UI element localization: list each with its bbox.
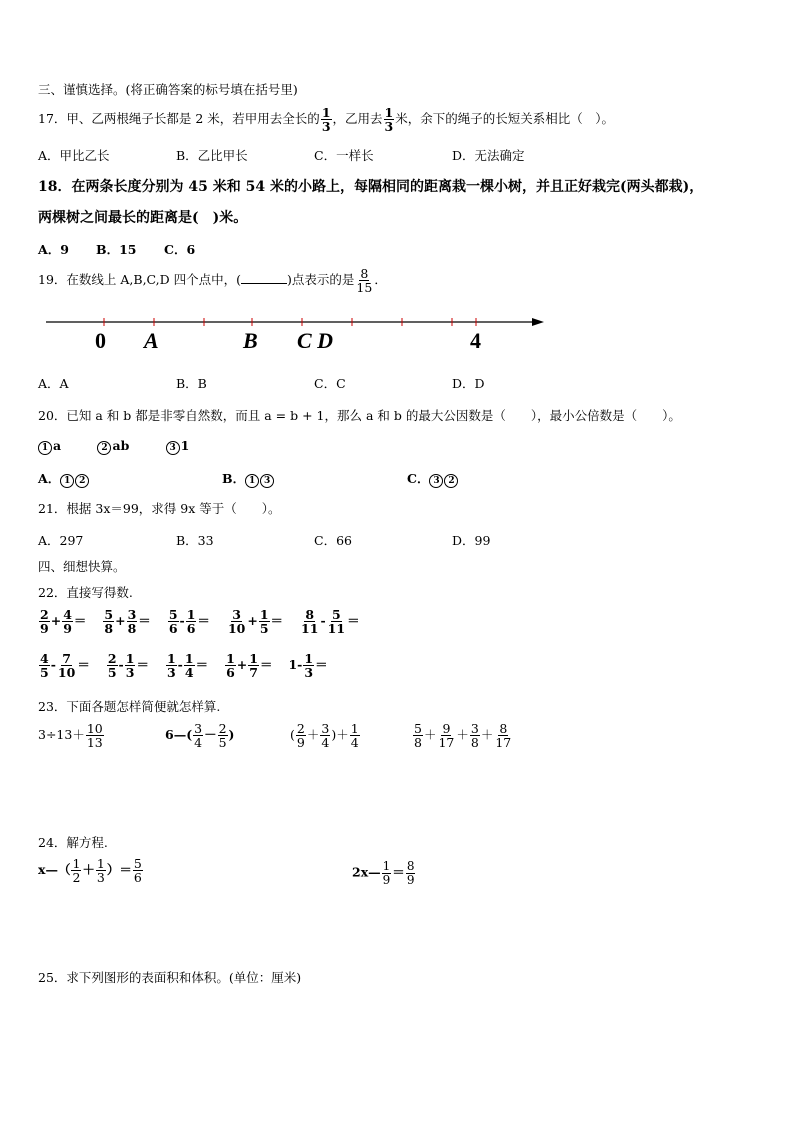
q17-option-c[interactable]: C．一样长	[314, 148, 374, 163]
q24-equation-1: x—（ $\frac{1}{2}$ ＋ $\frac{1}{3}$ ）＝ $\frac{5}{6}$	[38, 856, 142, 886]
q21-option-a[interactable]: A．297	[38, 533, 84, 548]
q22-item: $\frac{3}{10}$ + $\frac{1}{5}$ ＝	[227, 607, 284, 637]
q19-blank[interactable]	[241, 273, 287, 284]
q19-prefix: 19．在数线上 A,B,C,D 四个点中，(	[38, 272, 242, 288]
q21-option-b[interactable]: B．33	[176, 533, 214, 548]
q17-frac1: $\frac{1}{3}$	[321, 105, 331, 135]
q22-title: 22．直接写得数.	[38, 585, 133, 600]
q20-choice-3: 3 1	[166, 438, 190, 455]
number-line-label-0: 0	[95, 328, 106, 353]
fraction-b: $\frac{3}{8}$	[127, 607, 137, 637]
q23-expr-4: $\frac{5}{8}$ ＋ $\frac{9}{17}$ ＋ $\frac{3}{8}$ ＋ $\frac{8}{17}$	[414, 721, 512, 751]
q22-item: $\frac{5}{8}$ + $\frac{3}{8}$ ＝	[104, 607, 151, 637]
q17-option-d[interactable]: D．无法确定	[452, 148, 525, 163]
q25-stem: 25．求下列图形的表面积和体积。(单位：厘米)	[38, 970, 302, 985]
q17-stem	[38, 106, 614, 133]
q22-item: $\frac{2}{9}$ + $\frac{4}{9}$ ＝	[40, 607, 87, 637]
section4-heading: 四、细想快算。	[38, 559, 126, 574]
q17-prefix: 17．甲、乙两根绳子长都是 2 米，若甲用去全长的	[38, 111, 320, 127]
fraction-a: $\frac{2}{9}$	[40, 607, 49, 637]
q19-fraction: $\frac{8}{15}$	[356, 266, 373, 296]
q19-option-c[interactable]: C．C	[314, 376, 346, 391]
q24-equation-2: 2x— $\frac{1}{9}$ ＝ $\frac{8}{9}$	[352, 859, 415, 887]
fraction-b: $\frac{5}{11}$	[327, 607, 346, 637]
q21-stem: 21．根据 3x＝99，求得 9x 等于（ ）。	[38, 501, 281, 516]
q24-title: 24．解方程.	[38, 835, 108, 850]
fraction-b: $\frac{1}{5}$	[259, 607, 269, 637]
q23-title: 23．下面各题怎样简便就怎样算.	[38, 699, 221, 714]
number-line-label-cd: C D	[297, 328, 334, 353]
q18-option-a[interactable]: A．9	[38, 242, 69, 257]
number-line-arrowhead	[532, 318, 544, 326]
q22-item: $\frac{2}{5}$ - $\frac{1}{3}$ ＝	[107, 651, 149, 681]
q23-expr-1: 3÷13＋ $\frac{10}{13}$	[38, 721, 103, 751]
fraction-b: $\frac{1}{6}$	[186, 607, 196, 637]
fraction-a: $\frac{1}{3}$	[166, 651, 176, 681]
q22-item: $\frac{1}{6}$ + $\frac{1}{7}$ ＝	[226, 651, 273, 681]
q22-row-1	[38, 608, 376, 635]
q20-option-b[interactable]: B． 1 3	[222, 469, 275, 488]
fraction-b: $\frac{4}{9}$	[63, 607, 72, 637]
q20-stem: 20．已知 a 和 b 都是非零自然数，而且 a = b + 1，那么 a 和 b 的最大公因数是（ ），最小公倍数是（ ）。	[38, 408, 681, 423]
fraction-a: $\frac{5}{6}$	[168, 607, 178, 637]
q21-option-c[interactable]: C．66	[314, 533, 352, 548]
q17-option-a[interactable]: A．甲比乙长	[38, 148, 110, 163]
fraction-b: $\frac{1}{7}$	[249, 651, 258, 681]
q20-option-a[interactable]: A． 1 2	[38, 469, 90, 488]
q17-mid: ，乙用去	[332, 111, 383, 127]
q17-option-b[interactable]: B．乙比甲长	[176, 148, 248, 163]
q20-choice-1: 1 a	[38, 438, 61, 455]
fraction-a: $\frac{5}{8}$	[104, 607, 114, 637]
q18-line1: 18．在两条长度分别为 45 米和 54 米的小路上，每隔相同的距离栽一棵小树，并且正好栽完(两头都栽)，	[38, 179, 704, 195]
number-line-label-4: 4	[470, 328, 481, 353]
q20-choice-2: 2 ab	[97, 438, 129, 455]
fraction-b: $\frac{7}{10}$	[57, 651, 76, 681]
q18-option-b[interactable]: B．15	[96, 242, 137, 257]
q19-option-b[interactable]: B．B	[176, 376, 207, 391]
q20-choices	[38, 438, 207, 455]
fraction-b: $\frac{1}{3}$	[304, 651, 314, 681]
q22-item: $\frac{8}{11}$ - $\frac{5}{11}$ ＝	[301, 607, 360, 637]
number-line-label-a: A	[144, 328, 159, 353]
q19-stem	[38, 267, 387, 294]
q19-option-a[interactable]: A．A	[38, 376, 69, 391]
q19-end: ．	[374, 272, 387, 288]
fraction-b: $\frac{1}{4}$	[184, 651, 194, 681]
q17-frac2: $\frac{1}{3}$	[384, 105, 394, 135]
q23-expr-2: 6—( $\frac{3}{4}$ － $\frac{2}{5}$ )	[165, 721, 235, 751]
q18-option-c[interactable]: C．6	[164, 242, 196, 257]
q20-option-c[interactable]: C． 3 2	[407, 469, 459, 488]
q22-item: $\frac{4}{5}$ - $\frac{7}{10}$ ＝	[40, 651, 90, 681]
fraction-b: $\frac{1}{3}$	[125, 651, 135, 681]
q19-option-d[interactable]: D．D	[452, 376, 485, 391]
q22-row-2	[38, 652, 346, 679]
q18-line2: 两棵树之间最长的距离是( )米。	[38, 210, 248, 226]
q23-expr-3: ( $\frac{2}{9}$ ＋ $\frac{3}{4}$ )＋ $\frac{1}{4}$	[290, 721, 359, 751]
q19-suffix: )点表示的是	[287, 272, 355, 288]
fraction-a: $\frac{3}{10}$	[227, 607, 246, 637]
q21-option-d[interactable]: D．99	[452, 533, 491, 548]
q17-suffix: 米，余下的绳子的长短关系相比（ ）。	[395, 111, 614, 127]
fraction-a: $\frac{8}{11}$	[301, 607, 319, 637]
fraction-a: $\frac{1}{6}$	[226, 651, 235, 681]
q22-item-last: 1- $\frac{1}{3}$ ＝	[288, 651, 328, 681]
q22-item: $\frac{5}{6}$ - $\frac{1}{6}$ ＝	[168, 607, 210, 637]
q22-item: $\frac{1}{3}$ - $\frac{1}{4}$ ＝	[166, 651, 209, 681]
section3-heading: 三、谨慎选择。(将正确答案的标号填在括号里)	[38, 82, 298, 97]
fraction-a: $\frac{2}{5}$	[107, 651, 117, 681]
number-line-label-b: B	[243, 328, 258, 353]
fraction-a: $\frac{4}{5}$	[40, 651, 49, 681]
